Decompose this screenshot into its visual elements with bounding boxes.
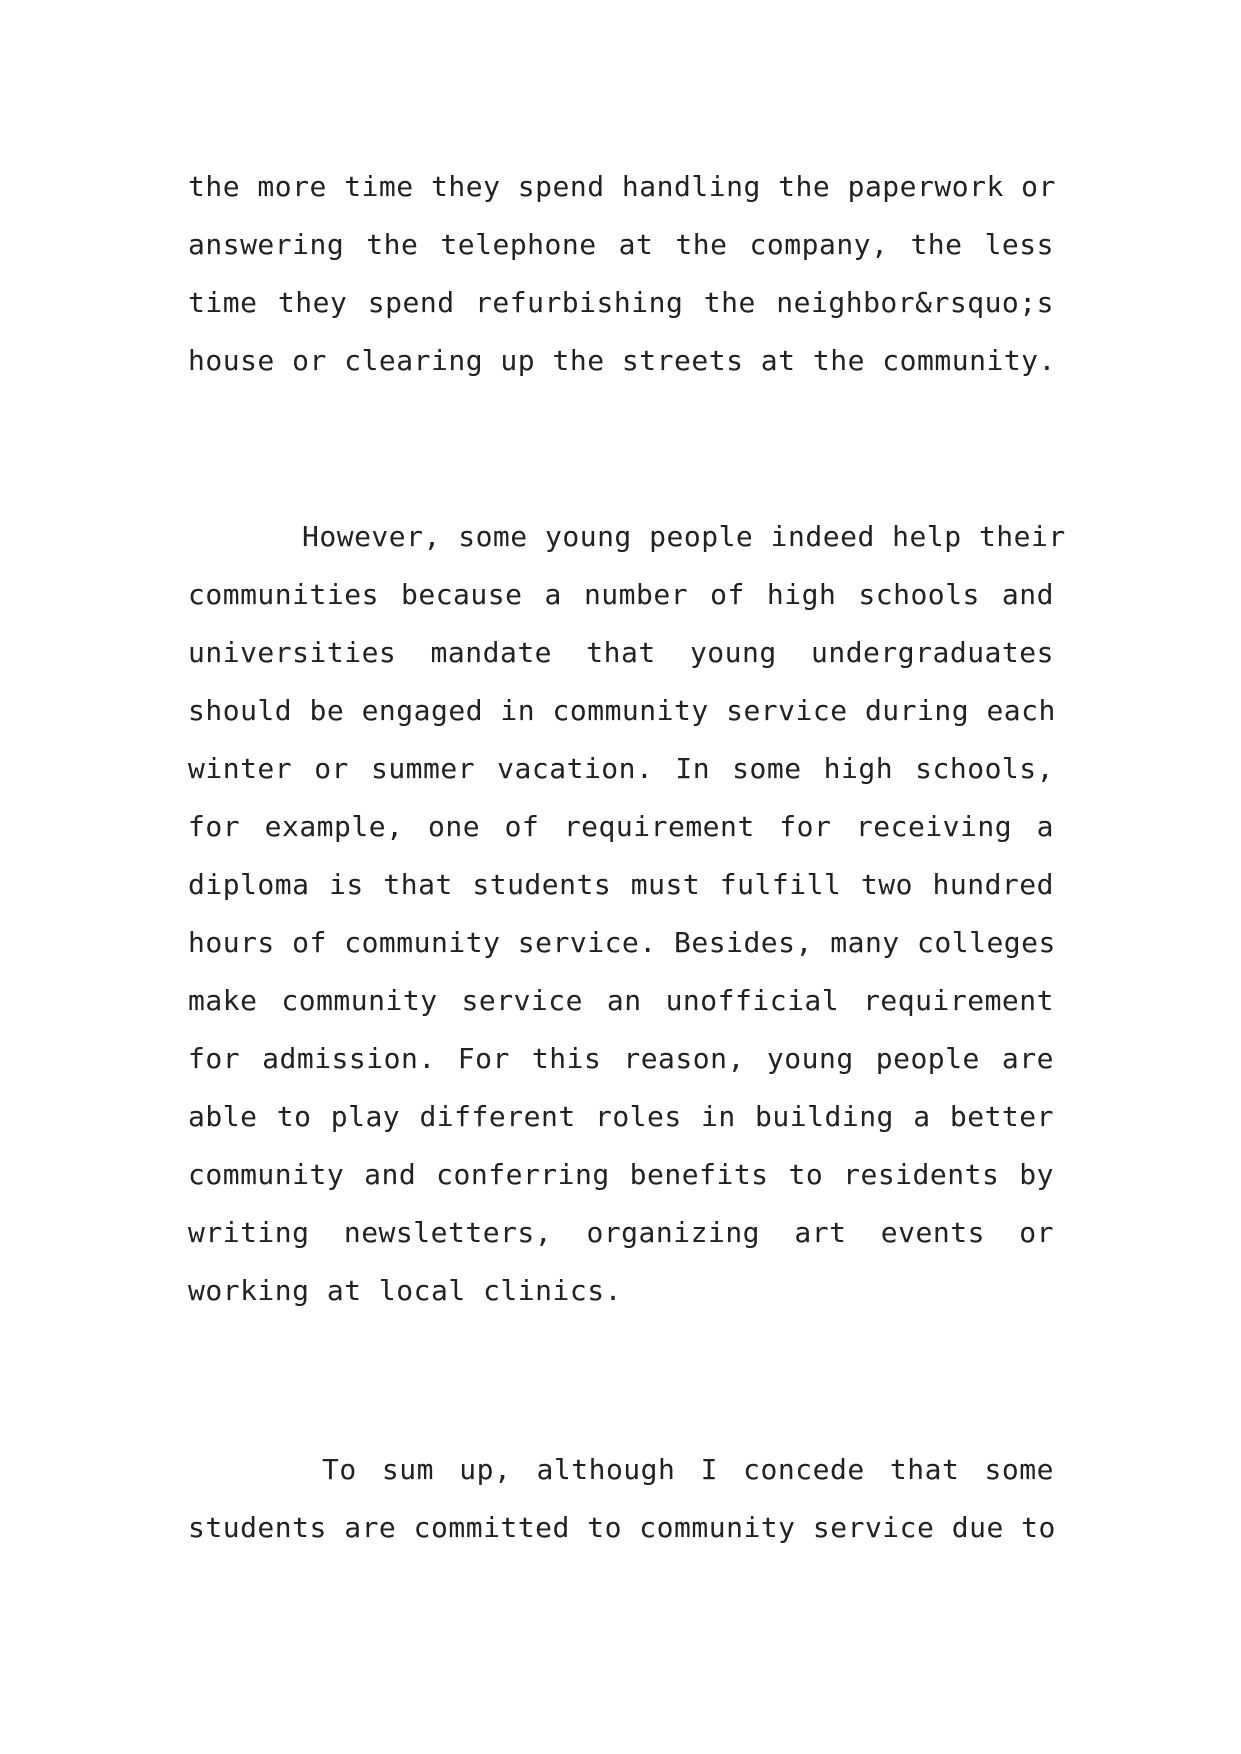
paragraph-line: the more time they spend handling the paperwork or: [188, 170, 1056, 203]
paragraph-1: [188, 158, 1054, 390]
paragraph-line: winter or summer vacation. In some high schools,: [188, 752, 1054, 785]
paragraph-line: communities because a number of high schools and: [188, 578, 1054, 611]
paragraph-line: To sum up, although I concede that some: [322, 1453, 1054, 1486]
paragraph-line: working at local clinics.: [188, 1274, 622, 1307]
paragraph-line: for example, one of requirement for receiving a: [188, 810, 1054, 843]
paragraph-line: able to play different roles in building a better: [188, 1100, 1054, 1133]
paragraph-line: community and conferring benefits to residents by: [188, 1158, 1054, 1191]
paragraph-line: answering the telephone at the company, the less: [188, 228, 1054, 261]
paragraph-line: writing newsletters, organizing art events or: [188, 1216, 1054, 1249]
paragraph-2: [188, 508, 1066, 1320]
paragraph-line: make community service an unofficial requirement: [188, 984, 1054, 1017]
paragraph-line: However, some young people indeed help their: [302, 520, 1066, 553]
paragraph-line: hours of community service. Besides, many colleges: [188, 926, 1056, 959]
paragraph-3: [188, 1441, 1054, 1557]
paragraph-line: time they spend refurbishing the neighbor&rsquo;s: [188, 286, 1054, 319]
paragraph-line: should be engaged in community service during each: [188, 694, 1056, 727]
paragraph-line: diploma is that students must fulfill two hundred: [188, 868, 1054, 901]
paragraph-line: students are committed to community service due to: [188, 1511, 1056, 1544]
paragraph-line: house or clearing up the streets at the community.: [188, 344, 1056, 377]
paragraph-line: universities mandate that young undergraduates: [188, 636, 1054, 669]
paragraph-line: for admission. For this reason, young people are: [188, 1042, 1054, 1075]
